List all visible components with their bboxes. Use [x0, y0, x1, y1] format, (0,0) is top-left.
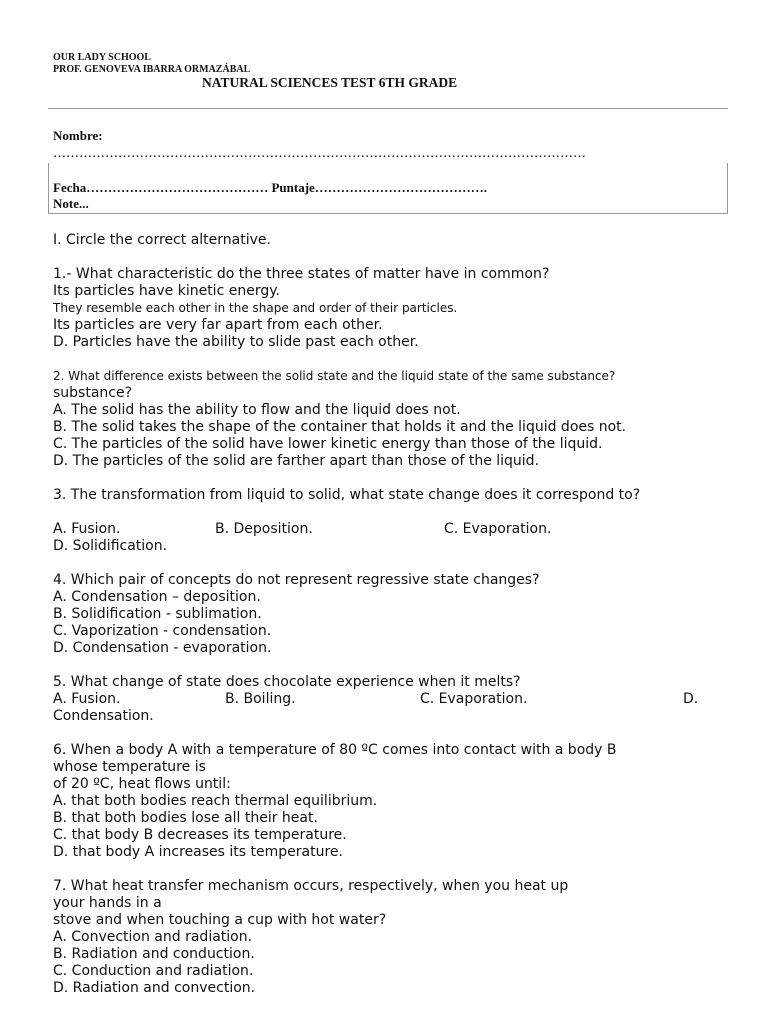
- q7-option-d[interactable]: D. Radiation and convection.: [53, 980, 256, 996]
- q5-option-d-text[interactable]: Condensation.: [53, 708, 154, 724]
- fecha-puntaje-line[interactable]: Fecha…………………………………… Puntaje………………………………….: [53, 180, 488, 195]
- q3-option-a[interactable]: A. Fusion.: [53, 521, 121, 537]
- q2-option-d[interactable]: D. The particles of the solid are farther apart than those of the liquid.: [53, 453, 540, 469]
- q4-question: 4. Which pair of concepts do not represent regressive state changes?: [53, 572, 540, 588]
- q5-option-c[interactable]: C. Evaporation.: [420, 691, 528, 707]
- q5-option-b[interactable]: B. Boiling.: [225, 691, 296, 707]
- q1-option-b[interactable]: They resemble each other in the shape and order of their particles.: [53, 301, 458, 315]
- q4-option-b[interactable]: B. Solidification - sublimation.: [53, 606, 262, 622]
- q5-option-d-letter[interactable]: D.: [683, 691, 699, 707]
- q4-option-d[interactable]: D. Condensation - evaporation.: [53, 640, 272, 656]
- q2-question-cont: substance?: [53, 385, 133, 401]
- q7-question-line1: 7. What heat transfer mechanism occurs, respectively, when you heat up: [53, 878, 569, 894]
- q5-question: 5. What change of state does chocolate experience when it melts?: [53, 674, 521, 690]
- header-divider: [48, 108, 728, 109]
- q7-question-line3: stove and when touching a cup with hot water?: [53, 912, 387, 928]
- q5-option-a[interactable]: A. Fusion.: [53, 691, 121, 707]
- q1-option-d[interactable]: D. Particles have the ability to slide past each other.: [53, 334, 419, 350]
- q6-option-b[interactable]: B. that both bodies lose all their heat.: [53, 810, 318, 826]
- q4-option-a[interactable]: A. Condensation – deposition.: [53, 589, 261, 605]
- nombre-field[interactable]: ……………………………………………………………………………………………………………: [53, 146, 586, 161]
- q7-option-c[interactable]: C. Conduction and radiation.: [53, 963, 254, 979]
- q1-question: 1.- What characteristic do the three states of matter have in common?: [53, 266, 550, 282]
- nombre-label: Nombre:: [53, 128, 103, 143]
- q6-option-d[interactable]: D. that body A increases its temperature.: [53, 844, 343, 860]
- q6-question-line2: whose temperature is: [53, 759, 206, 775]
- q1-option-a[interactable]: Its particles have kinetic energy.: [53, 283, 280, 299]
- instructions: I. Circle the correct alternative.: [53, 232, 271, 248]
- q7-question-line2: your hands in a: [53, 895, 162, 911]
- q3-option-c[interactable]: C. Evaporation.: [444, 521, 552, 537]
- q7-option-a[interactable]: A. Convection and radiation.: [53, 929, 253, 945]
- q2-option-c[interactable]: C. The particles of the solid have lower kinetic energy than those of the liquid.: [53, 436, 603, 452]
- teacher-name: PROF. GENOVEVA IBARRA ORMAZÁBAL: [53, 64, 251, 75]
- q3-option-b[interactable]: B. Deposition.: [215, 521, 313, 537]
- q6-option-a[interactable]: A. that both bodies reach thermal equilibrium.: [53, 793, 378, 809]
- school-name: OUR LADY SCHOOL: [53, 52, 151, 63]
- q3-question: 3. The transformation from liquid to solid, what state change does it correspond to?: [53, 487, 641, 503]
- q5-options-row: [53, 691, 713, 708]
- school-header: [53, 52, 250, 76]
- test-content: [53, 232, 713, 997]
- q4-option-c[interactable]: C. Vaporization - condensation.: [53, 623, 272, 639]
- test-title: NATURAL SCIENCES TEST 6TH GRADE: [202, 75, 458, 90]
- note-label: Note...: [53, 196, 89, 211]
- q3-options-row: [53, 521, 713, 538]
- q6-question-line3: of 20 ºC, heat flows until:: [53, 776, 231, 792]
- q2-question: 2. What difference exists between the solid state and the liquid state of the same substance?: [53, 369, 616, 383]
- q2-option-a[interactable]: A. The solid has the ability to flow and the liquid does not.: [53, 402, 461, 418]
- q6-question-line1: 6. When a body A with a temperature of 80 ºC comes into contact with a body B: [53, 742, 617, 758]
- q2-option-b[interactable]: B. The solid takes the shape of the container that holds it and the liquid does not.: [53, 419, 627, 435]
- q3-option-d[interactable]: D. Solidification.: [53, 538, 168, 554]
- q7-option-b[interactable]: B. Radiation and conduction.: [53, 946, 255, 962]
- q1-option-c[interactable]: Its particles are very far apart from each other.: [53, 317, 383, 333]
- q6-option-c[interactable]: C. that body B decreases its temperature.: [53, 827, 347, 843]
